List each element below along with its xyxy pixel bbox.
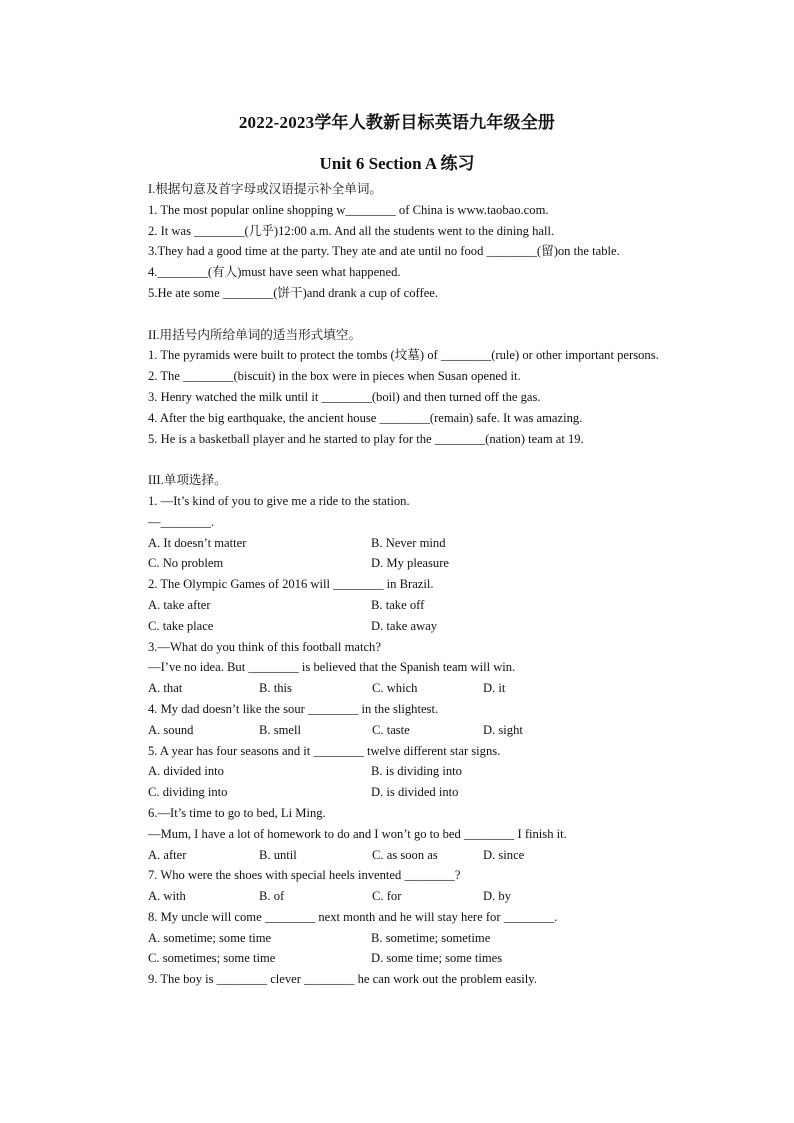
option: A. divided into [148, 764, 224, 779]
option: B. sometime; sometime [371, 930, 491, 945]
question-stem: 5. A year has four seasons and it ________ twelve different star signs. [148, 743, 501, 758]
question-item: 1. The most popular online shopping w________ of China is www.taobao.com. [148, 202, 549, 217]
options-row [120, 886, 676, 907]
question-item: 4.________(有人)must have seen what happened. [148, 265, 401, 280]
option: B. this [259, 681, 292, 696]
section-heading: I.根据句意及首字母或汉语提示补全单词。 [148, 182, 383, 196]
option: D. sight [483, 722, 523, 737]
option: A. after [148, 847, 187, 862]
option: B. Never mind [371, 535, 446, 550]
option: B. is dividing into [371, 764, 462, 779]
option: C. sometimes; some time [148, 951, 276, 966]
question-stem: 7. Who were the shoes with special heels invented ________? [148, 868, 461, 883]
option: B. take off [371, 597, 425, 612]
question-item: 5.He ate some ________(饼干)and drank a cup of coffee. [148, 285, 439, 300]
question-item: 1. The pyramids were built to protect the tombs (坟墓) of ________(rule) or other important persons. [148, 348, 659, 363]
question-item: 4. After the big earthquake, the ancient house ________(remain) safe. It was amazing. [148, 410, 583, 425]
option: D. since [483, 847, 525, 862]
question-stem: 8. My uncle will come ________ next month and he will stay here for ________. [148, 909, 558, 924]
option: C. for [372, 889, 402, 904]
option: A. take after [148, 597, 211, 612]
options-row [120, 948, 676, 969]
option: C. dividing into [148, 785, 228, 800]
question-stem: 1. —It’s kind of you to give me a ride to the station. [148, 493, 410, 508]
option: C. as soon as [372, 847, 438, 862]
option: C. which [372, 681, 418, 696]
options-row [120, 616, 676, 637]
options-row [120, 845, 676, 866]
options-row [120, 928, 676, 949]
option: A. sound [148, 722, 194, 737]
option: D. some time; some times [371, 951, 503, 966]
exercise-content [120, 179, 676, 990]
option: D. take away [371, 618, 438, 633]
options-row [120, 720, 676, 741]
question-stem: 9. The boy is ________ clever ________ he can work out the problem easily. [148, 972, 537, 987]
question-item: 2. It was ________(几乎)12:00 a.m. And all the students went to the dining hall. [148, 223, 555, 238]
options-row [120, 553, 676, 574]
option: D. by [483, 889, 511, 904]
page-title: 2022-2023学年人教新目标英语九年级全册 [238, 113, 556, 132]
option: C. taste [372, 722, 410, 737]
options-row [120, 782, 676, 803]
question-item: 5. He is a basketball player and he started to play for the ________(nation) team at 19. [148, 431, 584, 446]
option: D. it [483, 681, 506, 696]
question-item: 2. The ________(biscuit) in the box were in pieces when Susan opened it. [148, 369, 521, 384]
section-heading: III.单项选择。 [148, 473, 227, 488]
question-stem: —I’ve no idea. But ________ is believed that the Spanish team will win. [148, 660, 516, 675]
options-row [120, 533, 676, 554]
options-row [120, 595, 676, 616]
option: B. smell [259, 722, 301, 737]
question-stem: 4. My dad doesn’t like the sour ________ in the slightest. [148, 701, 439, 716]
option: A. that [148, 681, 183, 696]
option: D. is divided into [371, 785, 459, 800]
option: A. It doesn’t matter [148, 535, 247, 550]
question-stem: 3.—What do you think of this football match? [148, 639, 381, 654]
options-row [120, 761, 676, 782]
question-item: 3. Henry watched the milk until it ________(boil) and then turned off the gas. [148, 389, 541, 404]
option: C. take place [148, 618, 214, 633]
option: B. until [259, 847, 297, 862]
option: D. My pleasure [371, 556, 449, 571]
option: A. sometime; some time [148, 930, 272, 945]
question-stem: —Mum, I have a lot of homework to do and I won’t go to bed ________ I finish it. [148, 826, 567, 841]
options-row [120, 678, 676, 699]
option: C. No problem [148, 556, 224, 571]
question-stem: 6.—It’s time to go to bed, Li Ming. [148, 805, 326, 820]
option: A. with [148, 889, 186, 904]
page-subtitle: Unit 6 Section A 练习 [319, 154, 475, 173]
option: B. of [259, 889, 285, 904]
question-item: 3.They had a good time at the party. They ate and ate until no food ________(留)on the table. [148, 244, 620, 259]
section-heading: II.用括号内所给单词的适当形式填空。 [148, 327, 362, 342]
question-stem: —________. [148, 514, 215, 529]
question-stem: 2. The Olympic Games of 2016 will ________ in Brazil. [148, 577, 434, 592]
